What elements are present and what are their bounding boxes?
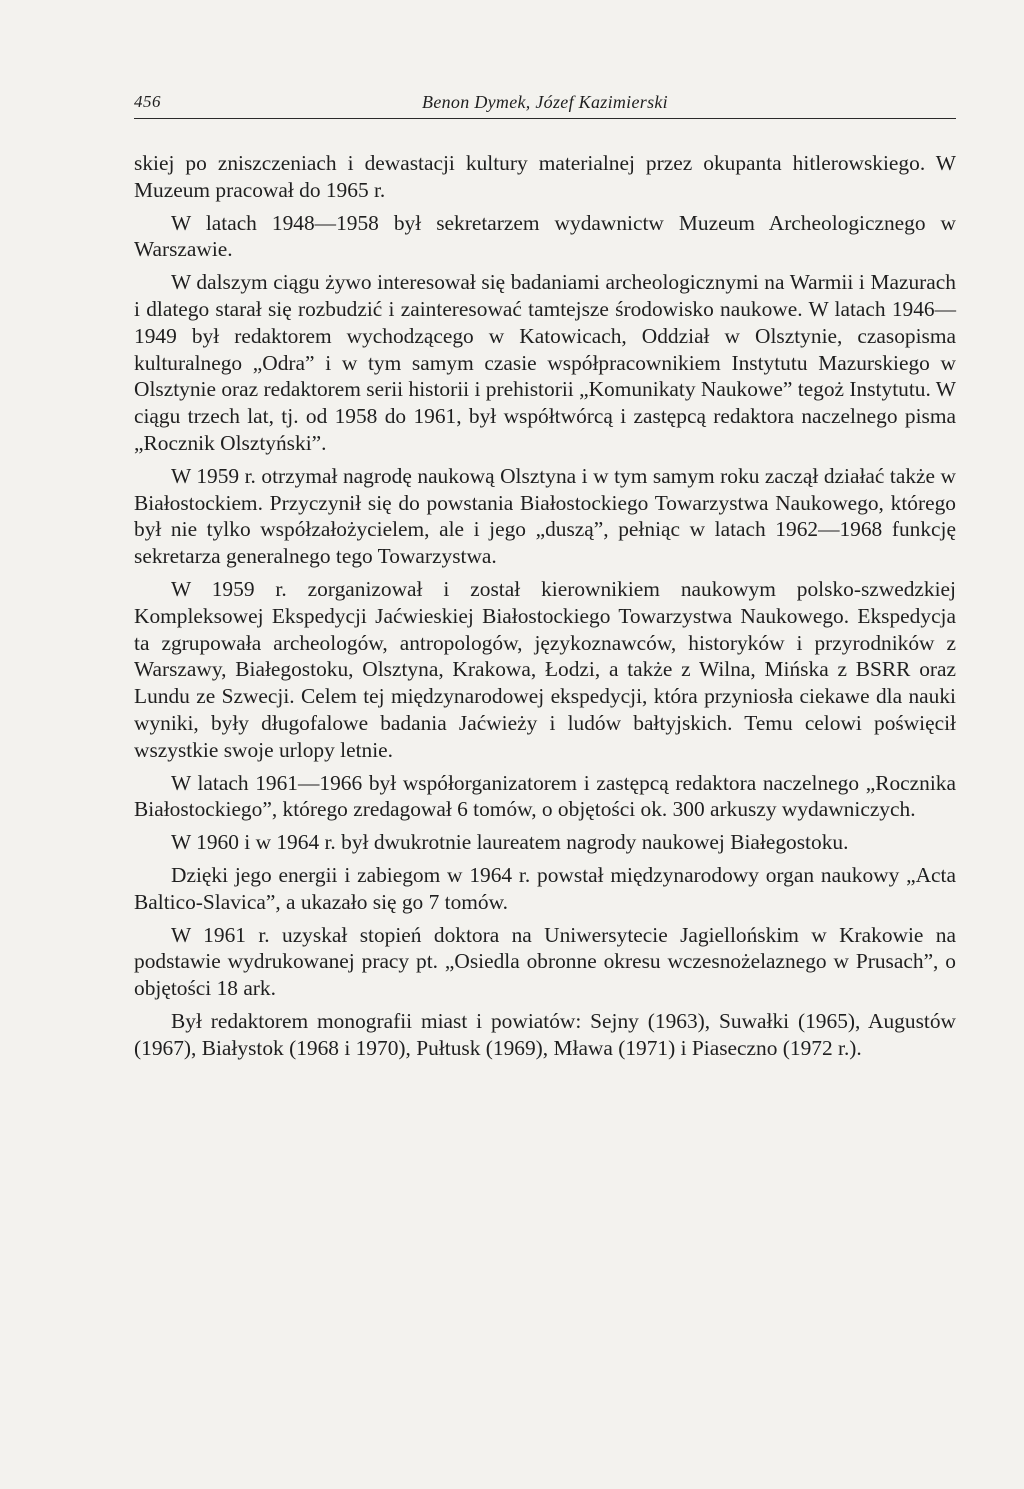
page-header	[134, 88, 956, 119]
paragraph: W latach 1948—1958 był sekretarzem wydawnictw Muzeum Archeologicznego w Warszawie.	[134, 210, 956, 262]
page-number: 456	[134, 92, 161, 111]
paragraph: Dzięki jego energii i zabiegom w 1964 r. powstał międzynarodowy organ naukowy „Acta Baltico-Slavica”, a ukazało się go 7 tomów.	[134, 862, 956, 914]
paragraph: W 1961 r. uzyskał stopień doktora na Uniwersytecie Jagiellońskim w Krakowie na podstawie wydrukowanej pracy pt. „Osiedla obronne okresu wczesnożelaznego w Prusach”, o objętości 18 ark.	[134, 922, 956, 1001]
running-title: Benon Dymek, Józef Kazimierski	[422, 92, 668, 112]
paragraph: W 1959 r. otrzymał nagrodę naukową Olsztyna i w tym samym roku zaczął działać także w Białostockiem. Przyczynił się do powstania Białostockiego Towarzystwa Naukowego, którego był nie tylko współzałożycielem, ale i jego „duszą”, pełniąc w latach 1962—1968 funkcję sekretarza generalnego tego Towarzystwa.	[134, 463, 956, 569]
paragraph: Był redaktorem monografii miast i powiatów: Sejny (1963), Suwałki (1965), Augustów (1967), Białystok (1968 i 1970), Pułtusk (1969), Mława (1971) i Piaseczno (1972 r.).	[134, 1008, 956, 1060]
paragraph: W latach 1961—1966 był współorganizatorem i zastępcą redaktora naczelnego „Rocznika Białostockiego”, którego zredagował 6 tomów, o objętości ok. 300 arkuszy wydawniczych.	[134, 770, 956, 822]
paragraph: skiej po zniszczeniach i dewastacji kultury materialnej przez okupanta hitlerowskiego. W Muzeum pracował do 1965 r.	[134, 151, 956, 202]
body-text	[134, 150, 956, 1068]
paragraph: W dalszym ciągu żywo interesował się badaniami archeologicznymi na Warmii i Mazurach i dlatego starał się rozbudzić i zainteresować tamtejsze środowisko naukowe. W latach 1946—1949 był redaktorem wychodzącego w Katowicach, Oddział w Olsztynie, czasopisma kulturalnego „Odra” i w tym samym czasie współpracownikiem Instytutu Mazurskiego w Olsztynie oraz redaktorem serii historii i prehistorii „Komunikaty Naukowe” tegoż Instytutu. W ciągu trzech lat, tj. od 1958 do 1961, był współtwórcą i zastępcą redaktora naczelnego pisma „Rocznik Olsztyński”.	[134, 270, 956, 455]
paragraph: W 1960 i w 1964 r. był dwukrotnie laureatem nagrody naukowej Białegostoku.	[171, 830, 849, 855]
paragraph: W 1959 r. zorganizował i został kierownikiem naukowym polsko-szwedzkiej Kompleksowej Ekspedycji Jaćwieskiej Białostockiego Towarzystwa Naukowego. Ekspedycja ta zgrupowała archeologów, antropologów, językoznawców, historyków i przyrodników z Warszawy, Białegostoku, Olsztyna, Krakowa, Łodzi, a także z Wilna, Mińska z BSRR oraz Lundu ze Szwecji. Celem tej międzynarodowej ekspedycji, która przyniosła ciekawe dla nauki wyniki, były długofalowe badania Jaćwieży i ludów bałtyjskich. Temu celowi poświęcił wszystkie swoje urlopy letnie.	[134, 576, 956, 762]
